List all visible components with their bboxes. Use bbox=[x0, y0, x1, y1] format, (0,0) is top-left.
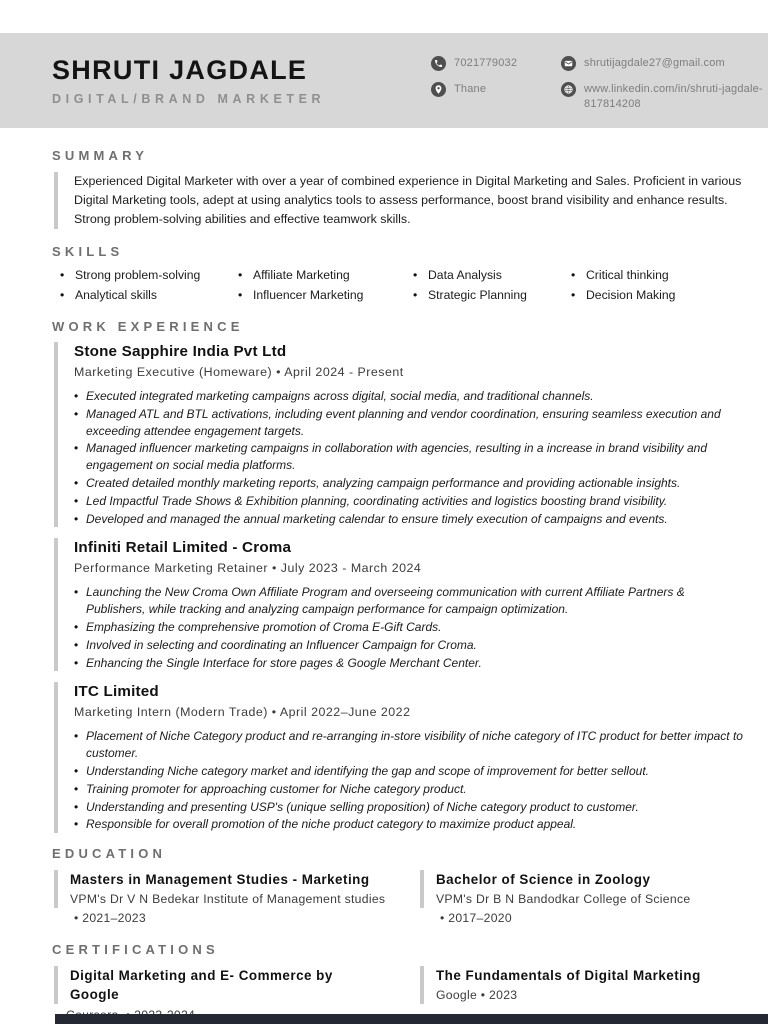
job-bullet: • Involved in selecting and coordinating an Influencer Campaign for Croma. bbox=[86, 637, 746, 654]
globe-icon bbox=[561, 82, 576, 97]
job-bullet: • Understanding and presenting USP's (unique selling proposition) of Niche category product to customer. bbox=[86, 799, 746, 816]
certification-title: The Fundamentals of Digital Marketing bbox=[436, 968, 701, 984]
job-itc-limited bbox=[54, 682, 746, 833]
education-columns bbox=[52, 870, 746, 925]
job-company: Stone Sapphire India Pvt Ltd bbox=[74, 343, 287, 360]
skill-item: • Analytical skills bbox=[60, 288, 238, 303]
job-bullet: • Training promoter for approaching customer for Niche category product. bbox=[86, 781, 746, 798]
location-text: Thane bbox=[454, 83, 487, 95]
job-bullet: • Managed ATL and BTL activations, including event planning and vendor coordination, ensuring seamless execution and exceeding attendee engagement targets. bbox=[86, 406, 746, 440]
job-bullet: • Emphasizing the comprehensive promotion of Croma E-Gift Cards. bbox=[86, 619, 746, 636]
job-bullet: • Enhancing the Single Interface for store pages & Google Merchant Center. bbox=[86, 655, 746, 672]
job-role-dates: Marketing Executive (Homeware) • April 2024 - Present bbox=[74, 365, 404, 379]
certification-title: Digital Marketing and E- Commerce by Google bbox=[70, 968, 333, 1003]
certification-issuer: Google • 2023 bbox=[436, 988, 518, 1003]
job-company: Infiniti Retail Limited - Croma bbox=[74, 539, 292, 557]
person-name: SHRUTI JAGDALE bbox=[52, 55, 308, 85]
contact-email[interactable] bbox=[561, 56, 768, 71]
education-item-box bbox=[420, 870, 746, 908]
email-icon bbox=[561, 56, 576, 71]
person-role-title: DIGITAL/BRAND MARKETER bbox=[52, 92, 326, 106]
education-years: • 2017–2020 bbox=[440, 911, 512, 926]
education-item-bachelors bbox=[418, 870, 746, 925]
institution-name: VPM's Dr B N Bandodkar College of Science bbox=[436, 892, 691, 907]
degree-title: Bachelor of Science in Zoology bbox=[436, 872, 651, 888]
skill-item: • Affiliate Marketing bbox=[238, 268, 413, 283]
job-bullet: • Led Impactful Trade Shows & Exhibition planning, coordinating activities and logistics boosting brand visibility. bbox=[86, 493, 746, 510]
job-bullet: • Developed and managed the annual marketing calendar to ensure timely execution of campaigns and events. bbox=[86, 511, 746, 528]
section-heading-skills: SKILLS bbox=[52, 244, 124, 259]
email-address[interactable]: shrutijagdale27@gmail.com bbox=[584, 57, 725, 69]
skill-item: • Data Analysis bbox=[413, 268, 571, 283]
job-bullet: • Managed influencer marketing campaigns in collaboration with agencies, resulting in a increase in brand visibility and engagement on social media platforms. bbox=[86, 440, 746, 474]
job-bullet: • Launching the New Croma Own Affiliate Program and overseeing communication with current Affiliate Partners & Publishers, while tracking and analyzing campaign performance for campaign optimization. bbox=[86, 584, 746, 618]
skills-list bbox=[52, 268, 746, 303]
degree-title: Masters in Management Studies - Marketing bbox=[70, 872, 370, 888]
section-heading-education: EDUCATION bbox=[52, 846, 167, 862]
location-pin-icon bbox=[431, 82, 446, 97]
skill-item: • Influencer Marketing bbox=[238, 288, 413, 303]
contact-phone bbox=[431, 56, 543, 71]
job-bullet-list bbox=[74, 584, 746, 671]
institution-name: VPM's Dr V N Bedekar Institute of Management studies bbox=[70, 892, 386, 907]
phone-icon bbox=[431, 56, 446, 71]
job-bullet-list bbox=[74, 388, 746, 527]
education-item-masters bbox=[52, 870, 418, 925]
job-bullet: • Executed integrated marketing campaigns across digital, social media, and traditional channels. bbox=[86, 388, 746, 405]
summary-text: Experienced Digital Marketer with over a year of combined experience in Digital Marketing and Sales. Proficient in various Digital Marketing tools, adept at using analytics tools to assess performance, boost brand visibility and enhance results. Strong problem-solving abilities and effective teamwork skills. bbox=[54, 172, 746, 229]
header bbox=[0, 33, 768, 128]
resume-body bbox=[0, 128, 768, 1022]
linkedin-url[interactable]: www.linkedin.com/in/shruti-jagdale-817814208 bbox=[584, 83, 763, 110]
education-item-box bbox=[54, 870, 418, 908]
skill-item: • Decision Making bbox=[571, 288, 746, 303]
certification-item-box bbox=[54, 966, 418, 1004]
job-role-dates: Performance Marketing Retainer • July 2023 - March 2024 bbox=[74, 561, 422, 576]
job-stone-sapphire bbox=[54, 342, 746, 527]
section-heading-certifications: CERTIFICATIONS bbox=[52, 942, 219, 958]
certification-item-box bbox=[420, 966, 746, 1004]
job-bullet: • Responsible for overall promotion of the niche product category to maximize product appeal. bbox=[86, 816, 746, 833]
identity-block bbox=[52, 54, 325, 106]
section-heading-work-experience: WORK EXPERIENCE bbox=[52, 319, 244, 334]
job-infiniti-croma bbox=[54, 538, 746, 671]
phone-number: 7021779032 bbox=[454, 57, 518, 69]
job-bullet: • Placement of Niche Category product and re-arranging in-store visibility of niche category of ITC product for better impact to customer. bbox=[86, 728, 746, 762]
skill-item: • Critical thinking bbox=[571, 268, 746, 283]
footer-accent-bar bbox=[55, 1014, 768, 1024]
contact-location bbox=[431, 82, 543, 112]
job-bullet: • Created detailed monthly marketing reports, analyzing campaign performance and providing actionable insights. bbox=[86, 475, 746, 492]
skill-item: • Strategic Planning bbox=[413, 288, 571, 303]
contact-linkedin[interactable] bbox=[561, 82, 768, 112]
job-bullet: • Understanding Niche category market and identifying the gap and scope of improvement for better sellout. bbox=[86, 763, 746, 780]
section-heading-summary: SUMMARY bbox=[52, 148, 149, 163]
job-company: ITC Limited bbox=[74, 683, 159, 701]
education-years: • 2021–2023 bbox=[74, 911, 146, 926]
job-role-dates: Marketing Intern (Modern Trade) • April 2022–June 2022 bbox=[74, 705, 411, 720]
skill-item: • Strong problem-solving bbox=[60, 268, 238, 283]
job-bullet-list bbox=[74, 728, 746, 833]
contact-info bbox=[431, 56, 768, 112]
